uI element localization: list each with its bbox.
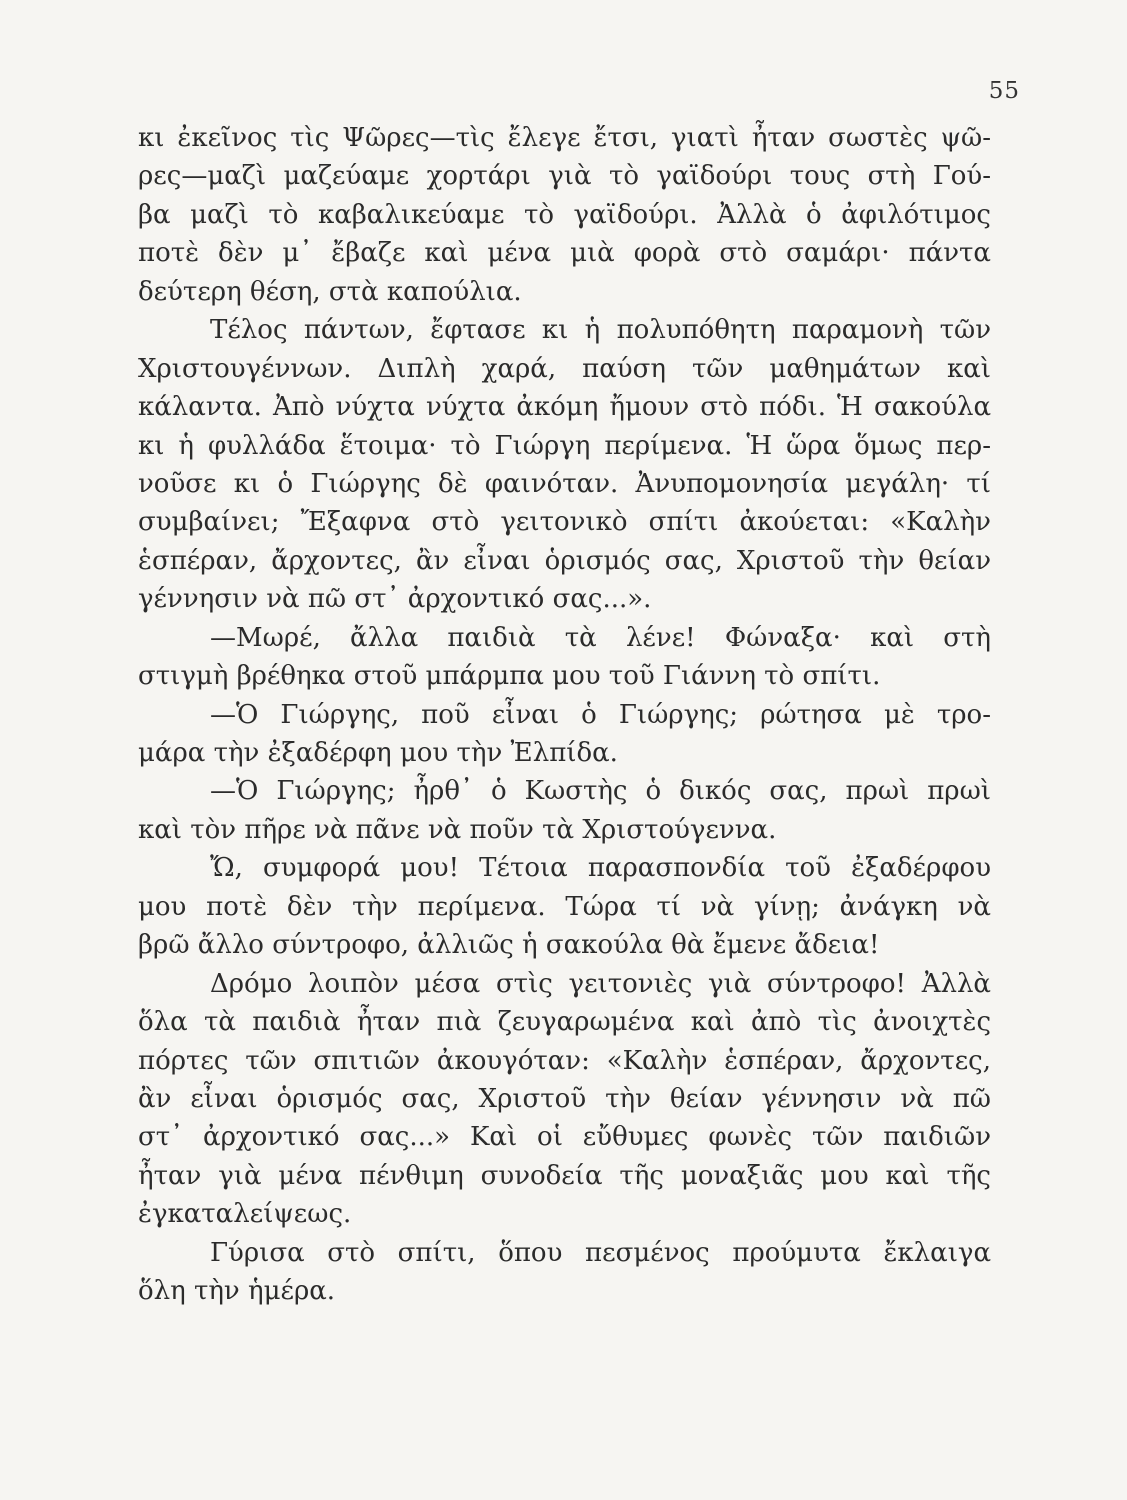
text-line: συμβαίνει; Ἔξαφνα στὸ γειτονικὸ σπίτι ἀκούεται: «Καλὴν	[138, 507, 991, 538]
text-line: δεύτερη θέση, στὰ καπούλια.	[138, 276, 522, 307]
text-line: ποτὲ δὲν μ᾽ ἔβαζε καὶ μένα μιὰ φορὰ στὸ σαμάρι· πάντα	[138, 238, 991, 269]
text-line: Δρόμο λοιπὸν μέσα στὶς γειτονιὲς γιὰ σύντροφο! Ἀλλὰ	[210, 968, 991, 999]
text-line: καὶ τὸν πῆρε νὰ πᾶνε νὰ ποῦν τὰ Χριστούγεννα.	[138, 814, 777, 845]
text-line: ὅλα τὰ παιδιὰ ἦταν πιὰ ζευγαρωμένα καὶ ἀπὸ τὶς ἀνοιχτὲς	[138, 1007, 991, 1038]
text-line: ἂν εἶναι ὁρισμός σας, Χριστοῦ τὴν θείαν γέννησιν νὰ πῶ	[138, 1083, 991, 1114]
text-line: βρῶ ἄλλο σύντροφο, ἀλλιῶς ἡ σακούλα θὰ ἔμενε ἄδεια!	[138, 930, 880, 961]
text-line: Ὤ, συμφορά μου! Τέτοια παρασπονδία τοῦ ἐξαδέρφου	[210, 853, 991, 884]
text-line: ρες—μαζὶ μαζεύαμε χορτάρι γιὰ τὸ γαϊδούρι τους στὴ Γού-	[138, 161, 991, 192]
text-line: ἑσπέραν, ἄρχοντες, ἂν εἶναι ὁρισμός σας, Χριστοῦ τὴν θείαν	[138, 545, 991, 576]
body-text	[138, 119, 991, 1311]
text-line: —Ὁ Γιώργης, ποῦ εἶναι ὁ Γιώργης; ρώτησα μὲ τρο-	[210, 699, 991, 730]
page-number: 55	[988, 78, 1020, 104]
text-line: ἦταν γιὰ μένα πένθιμη συνοδεία τῆς μοναξιᾶς μου καὶ τῆς	[138, 1160, 991, 1191]
text-line: νοῦσε κι ὁ Γιώργης δὲ φαινόταν. Ἀνυπομονησία μεγάλη· τί	[138, 468, 991, 499]
text-line: Χριστουγέννων. Διπλὴ χαρά, παύση τῶν μαθημάτων καὶ	[138, 353, 991, 384]
text-line: στιγμὴ βρέθηκα στοῦ μπάρμπα μου τοῦ Γιάννη τὸ σπίτι.	[138, 661, 881, 692]
text-line: —Μωρέ, ἄλλα παιδιὰ τὰ λένε! Φώναξα· καὶ στὴ	[210, 622, 991, 653]
text-line: κάλαντα. Ἀπὸ νύχτα νύχτα ἀκόμη ἤμουν στὸ πόδι. Ἡ σακούλα	[138, 392, 991, 423]
text-line: —Ὁ Γιώργης; ἦρθ᾽ ὁ Κωστὴς ὁ δικός σας, πρωὶ πρωὶ	[210, 776, 991, 807]
text-line: γέννησιν νὰ πῶ στ᾽ ἀρχοντικό σας...».	[138, 584, 652, 615]
text-line: Γύρισα στὸ σπίτι, ὅπου πεσμένος προύμυτα ἔκλαιγα	[210, 1237, 991, 1268]
text-line: βα μαζὶ τὸ καβαλικεύαμε τὸ γαϊδούρι. Ἀλλὰ ὁ ἀφιλότιμος	[138, 199, 991, 230]
text-line: κι ἡ φυλλάδα ἕτοιμα· τὸ Γιώργη περίμενα. Ἡ ὥρα ὅμως περ-	[138, 430, 991, 461]
text-line: ἐγκαταλείψεως.	[138, 1199, 352, 1230]
text-line: πόρτες τῶν σπιτιῶν ἀκουγόταν: «Καλὴν ἑσπέραν, ἄρχοντες,	[138, 1045, 991, 1076]
text-line: κι ἐκεῖνος τὶς Ψῶρες—τὶς ἔλεγε ἔτσι, γιατὶ ἦταν σωστὲς ψῶ-	[138, 123, 991, 153]
text-line: Τέλος πάντων, ἔφτασε κι ἡ πολυπόθητη παραμονὴ τῶν	[210, 315, 991, 346]
text-line: ὅλη τὴν ἡμέρα.	[138, 1276, 336, 1307]
text-line: μου ποτὲ δὲν τὴν περίμενα. Τώρα τί νὰ γίνῃ; ἀνάγκη νὰ	[138, 891, 991, 922]
text-line: στ᾽ ἀρχοντικό σας...» Καὶ οἱ εὔθυμες φωνὲς τῶν παιδιῶν	[138, 1122, 991, 1153]
text-line: μάρα τὴν ἐξαδέρφη μου τὴν Ἐλπίδα.	[138, 738, 618, 768]
